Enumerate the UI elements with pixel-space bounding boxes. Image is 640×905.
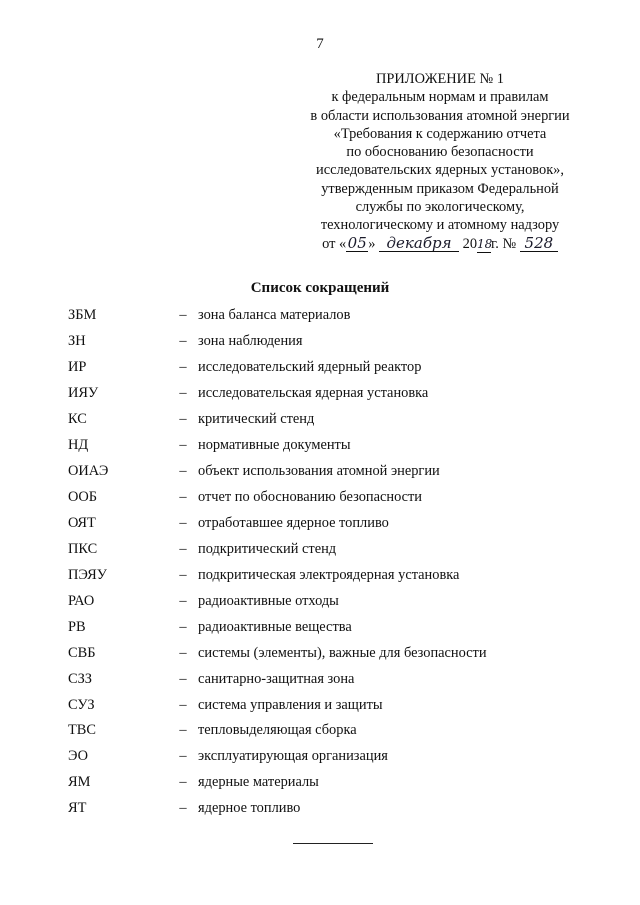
abbreviation-definition: объект использования атомной энергии bbox=[198, 463, 440, 480]
order-number: 528 bbox=[520, 236, 558, 252]
abbreviation-definition: ядерные материалы bbox=[198, 774, 319, 791]
abbreviation-code: ТВС bbox=[68, 722, 96, 739]
abbreviation-dash: – bbox=[179, 514, 187, 531]
abbreviation-row bbox=[68, 355, 608, 381]
abbreviation-row bbox=[68, 640, 608, 666]
appendix-line: к федеральным нормам и правилам bbox=[331, 89, 549, 106]
abbreviation-definition: исследовательский ядерный реактор bbox=[198, 359, 422, 376]
abbreviation-row bbox=[68, 666, 608, 692]
abbreviation-code: РАО bbox=[68, 592, 95, 609]
abbreviation-row bbox=[68, 485, 608, 511]
abbreviation-code: ООБ bbox=[68, 489, 98, 506]
abbreviation-dash: – bbox=[179, 748, 187, 765]
abbreviation-definition: подкритическая электроядерная установка bbox=[198, 566, 460, 583]
abbreviation-row bbox=[68, 303, 608, 329]
abbreviation-dash: – bbox=[179, 333, 187, 350]
abbreviation-dash: – bbox=[179, 618, 187, 635]
abbreviation-code: СУЗ bbox=[68, 696, 95, 713]
date-year-prefix: 20 bbox=[462, 235, 478, 252]
abbreviation-definition: отчет по обоснованию безопасности bbox=[198, 489, 422, 506]
abbreviation-definition: радиоактивные отходы bbox=[198, 592, 339, 609]
date-month: декабря bbox=[379, 236, 459, 252]
abbreviation-code: ИР bbox=[68, 359, 87, 376]
abbreviation-row bbox=[68, 329, 608, 355]
abbreviation-dash: – bbox=[179, 307, 187, 324]
abbreviation-row bbox=[68, 511, 608, 537]
abbreviation-definition: санитарно-защитная зона bbox=[198, 670, 355, 687]
order-number-label: г. № bbox=[491, 235, 517, 252]
abbreviation-row bbox=[68, 614, 608, 640]
abbreviation-dash: – bbox=[179, 489, 187, 506]
appendix-line: исследовательских ядерных установок», bbox=[316, 162, 564, 179]
abbreviation-dash: – bbox=[179, 411, 187, 428]
abbreviation-dash: – bbox=[179, 437, 187, 454]
abbreviation-definition: критический стенд bbox=[198, 411, 315, 428]
abbreviations-list bbox=[68, 303, 608, 822]
abbreviation-dash: – bbox=[179, 800, 187, 817]
abbreviation-row bbox=[68, 562, 608, 588]
abbreviation-dash: – bbox=[179, 774, 187, 791]
abbreviation-code: ЯМ bbox=[68, 774, 91, 791]
abbreviation-dash: – bbox=[179, 670, 187, 687]
abbreviation-definition: отработавшее ядерное топливо bbox=[198, 514, 389, 531]
abbreviation-row bbox=[68, 536, 608, 562]
abbreviation-row bbox=[68, 744, 608, 770]
page-number: 7 bbox=[316, 36, 324, 52]
appendix-line: службы по экологическому, bbox=[355, 199, 525, 216]
abbreviation-definition: ядерное топливо bbox=[198, 800, 301, 817]
abbreviation-code: ПЭЯУ bbox=[68, 566, 107, 583]
abbreviations-heading: Список сокращений bbox=[250, 280, 390, 296]
date-day: 05 bbox=[347, 233, 367, 252]
abbreviation-definition: системы (элементы), важные для безопасности bbox=[198, 644, 487, 661]
abbreviation-definition: эксплуатирующая организация bbox=[198, 748, 388, 765]
abbreviation-row bbox=[68, 692, 608, 718]
abbreviation-code: СВБ bbox=[68, 644, 96, 661]
abbreviation-code: ЯТ bbox=[68, 800, 87, 817]
abbreviation-code: НД bbox=[68, 437, 89, 454]
abbreviation-definition: нормативные документы bbox=[198, 437, 351, 454]
abbreviation-code: ОИАЭ bbox=[68, 463, 109, 480]
abbreviation-definition: исследовательская ядерная установка bbox=[198, 385, 429, 402]
abbreviation-code: КС bbox=[68, 411, 87, 428]
abbreviation-dash: – bbox=[179, 463, 187, 480]
date-year-suffix: 18 bbox=[477, 236, 493, 251]
abbreviation-dash: – bbox=[179, 592, 187, 609]
date-quote-close: » bbox=[368, 235, 376, 252]
appendix-line: в области использования атомной энергии bbox=[310, 107, 570, 124]
appendix-line: «Требования к содержанию отчета bbox=[333, 125, 547, 142]
abbreviation-dash: – bbox=[179, 359, 187, 376]
abbreviation-definition: подкритический стенд bbox=[198, 540, 337, 557]
date-prefix: от « bbox=[322, 235, 347, 252]
abbreviation-dash: – bbox=[179, 566, 187, 583]
abbreviation-code: ИЯУ bbox=[68, 385, 99, 402]
abbreviation-dash: – bbox=[179, 385, 187, 402]
appendix-line: технологическому и атомному надзору bbox=[320, 217, 560, 234]
appendix-line: по обоснованию безопасности bbox=[346, 144, 534, 161]
abbreviation-row bbox=[68, 381, 608, 407]
abbreviation-dash: – bbox=[179, 696, 187, 713]
abbreviation-definition: тепловыделяющая сборка bbox=[198, 722, 357, 739]
abbreviation-code: РВ bbox=[68, 618, 86, 635]
abbreviation-code: ЗБМ bbox=[68, 307, 97, 324]
abbreviation-code: ЗН bbox=[68, 333, 86, 350]
abbreviation-row bbox=[68, 588, 608, 614]
abbreviation-row bbox=[68, 407, 608, 433]
abbreviation-row bbox=[68, 770, 608, 796]
end-divider bbox=[293, 843, 373, 844]
appendix-line: утвержденным приказом Федеральной bbox=[321, 180, 559, 197]
abbreviation-row bbox=[68, 433, 608, 459]
abbreviation-definition: радиоактивные вещества bbox=[198, 618, 352, 635]
abbreviation-dash: – bbox=[179, 722, 187, 739]
abbreviation-code: ЭО bbox=[68, 748, 89, 765]
abbreviation-dash: – bbox=[179, 644, 187, 661]
appendix-line: ПРИЛОЖЕНИЕ № 1 bbox=[376, 71, 504, 87]
abbreviation-code: ОЯТ bbox=[68, 514, 96, 531]
abbreviation-row bbox=[68, 796, 608, 822]
appendix-header bbox=[295, 70, 585, 253]
abbreviation-row bbox=[68, 718, 608, 744]
abbreviation-code: ПКС bbox=[68, 540, 98, 557]
abbreviation-definition: зона наблюдения bbox=[198, 333, 303, 350]
abbreviation-code: СЗЗ bbox=[68, 670, 93, 687]
abbreviation-row bbox=[68, 459, 608, 485]
abbreviation-definition: система управления и защиты bbox=[198, 696, 383, 713]
order-date-line bbox=[295, 235, 585, 253]
abbreviation-dash: – bbox=[179, 540, 187, 557]
abbreviation-definition: зона баланса материалов bbox=[198, 307, 351, 324]
